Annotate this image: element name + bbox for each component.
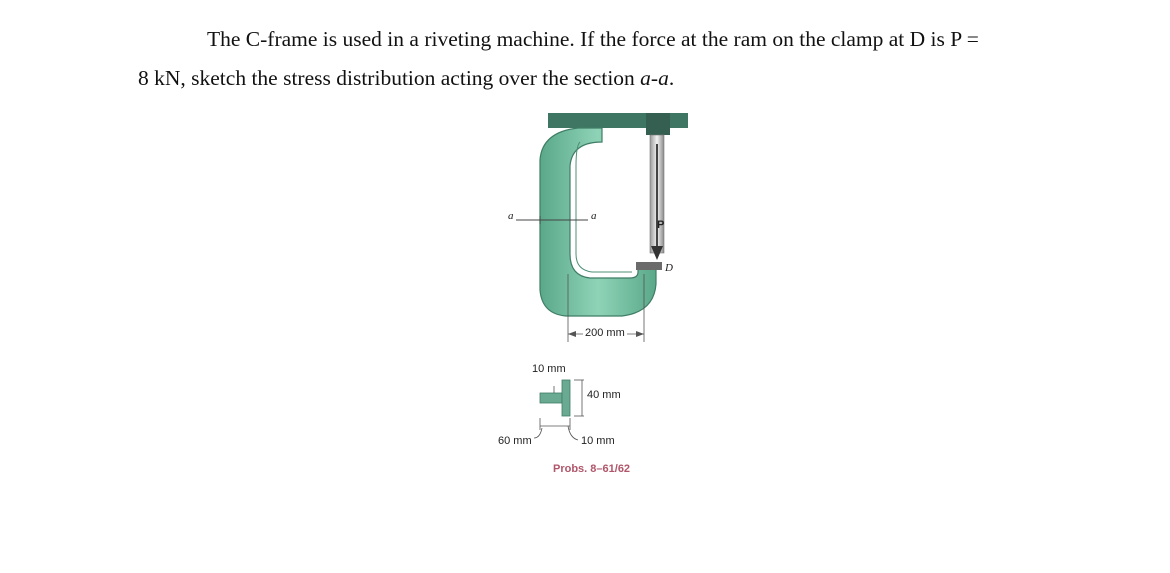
label-a-right: a [591, 210, 597, 222]
cross-section-web [562, 380, 570, 416]
problem-text-line-1: The C-frame is used in a riveting machine. If the force at the ram on the clamp at D is P = [207, 27, 979, 51]
dim-200-arrow-right [636, 331, 644, 337]
c-frame-figure [490, 104, 720, 494]
ram-housing [646, 113, 670, 135]
dim-60-label: 60 mm [498, 435, 532, 447]
cross-section-flange [540, 393, 562, 403]
dim-60-leader [534, 428, 542, 438]
figure-caption: Probs. 8–61/62 [553, 463, 631, 475]
problem-text-line-2 [138, 66, 674, 91]
clamp-d [636, 262, 662, 270]
label-p: P [657, 219, 665, 231]
section-label: a-a [640, 66, 669, 90]
dim-10-bottom-leader [568, 426, 578, 440]
problem-text-line-2-start: 8 kN, sketch the stress distribution acting over the section [138, 66, 641, 90]
dim-10-top-label: 10 mm [532, 363, 566, 375]
label-a-left: a [508, 210, 514, 222]
c-frame-inner-flange [576, 142, 632, 272]
dim-200-label: 200 mm [585, 327, 625, 339]
problem-text-line-2-end: . [668, 66, 675, 90]
dim-200-arrow-left [568, 331, 576, 337]
label-d: D [665, 262, 673, 274]
dim-10-bottom-label: 10 mm [581, 435, 615, 447]
dim-40-label: 40 mm [587, 389, 621, 401]
c-frame-body [540, 128, 656, 316]
